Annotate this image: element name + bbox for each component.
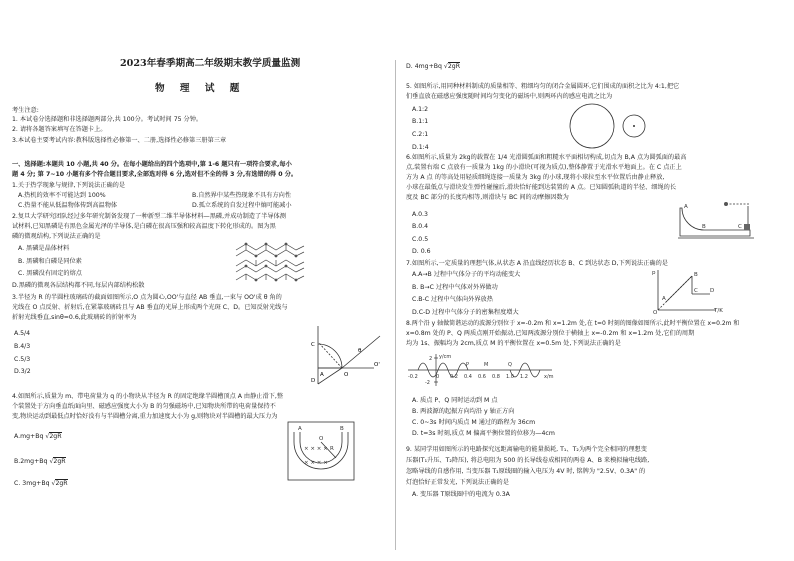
q4-option-b (14, 458, 66, 466)
q4-stem-line-2: 个装置处于方向垂直纸面向里、磁感应强度大小为 B 的匀强磁场中,已知物块所带的电荷量保持不 (12, 403, 276, 410)
fig6-label-c: C (738, 224, 742, 230)
semicircular-groove-figure (286, 420, 356, 482)
fig7-label-d: D (710, 288, 715, 294)
q9-option-a: A. 变压器 T原线圈中的电流为 0.3A (412, 491, 510, 498)
q4-option-b-prefix: B.2mg+Bq (14, 458, 48, 465)
note-3: 3.本试卷主要考试内容:教科版选择性必修第一、二册,选择性必修第三册第三章 (12, 137, 227, 144)
q6-option-a: A.0.3 (412, 211, 428, 218)
q4-option-a-prefix: A.mg+Bq (14, 433, 44, 440)
q4-option-a (14, 433, 62, 441)
q4-option-c-prefix: C. 3mg+Bq (14, 480, 50, 487)
q6-option-d: D. 0.6 (412, 248, 431, 255)
wave-graph-figure (406, 352, 556, 390)
q4-option-c-root: 2gR (55, 480, 68, 487)
q4-option-c (14, 480, 68, 488)
fig7-origin: O (653, 310, 658, 316)
q8-option-c: C. 0~3s 时间内质点 M 通过的路程为 36cm (412, 419, 536, 426)
q2-stem-line-3: 磷的微观结构,下列说法正确的是 (12, 233, 101, 240)
fig8-tick-2: 0.2 (450, 374, 458, 380)
q6-stem-line-4: 小球在最低点与滑块发生弹性碰撞后,滑块恰好能到达装置的 A 点。已知圆弧轨道的半径、细绳的长 (406, 184, 677, 191)
sqrt-icon: √ (49, 458, 54, 465)
q9-stem-line-2: 压器(T₁升压、T₂降压), 将总电阻为 500 的长导线卷成相同的两卷 A、B 来模拟输电线路, (406, 457, 650, 464)
section-intro-line-2: 题 4 分; 第 7~10 小题有多个符合题目要求,全部选对得 6 分,选对但不全的得 3 分,有选错的得 0 分。 (12, 171, 298, 178)
fig4-label-o: O (319, 436, 324, 442)
q4-stem-line-3: 变,物块运动到最低点时恰好没有与半圆槽分离,重力加速度大小为 g,则物块对半圆槽的最大压力为 (12, 413, 278, 420)
q5-stem-line-1: 5. 如图所示,用同种材料制成的质量相等、粗细均匀的闭合金属圆环,它们围成的面积之比为 4:1,把它 (406, 83, 680, 90)
q1-option-a: A.热机的效率不可能达到 100% (18, 192, 106, 199)
q8-stem-line-2: x=0.8m 处的 P、Q 两质点刚开始振动,已知两波源分别位于横轴上 x=-0.2m 和 x=1.2m 处,它们的周期 (406, 330, 695, 337)
fig8-label-q: Q (508, 362, 512, 368)
fig7-x-label: T/K (714, 308, 723, 314)
q1-option-c: C.热量不能从低温物体传到高温物体 (18, 202, 118, 209)
fig4-label-r: R (330, 446, 334, 452)
column-divider (395, 60, 396, 550)
sqrt-icon: √ (45, 433, 50, 440)
q4-option-a-root: 2gR (49, 433, 62, 440)
black-phosphorus-structure-figure (234, 240, 306, 284)
q3-option-b: B.4/3 (14, 343, 31, 350)
note-1: 1. 本试卷分选择题和非选择题两部分,共 100分。考试时间 75 分钟。 (12, 116, 203, 123)
fig8-tick-5: 0.8 (492, 374, 500, 380)
q5-stem-line-2: 们垂直放在磁感应强度随时间均匀变化的磁场中,则两环内的感应电流之比为 (406, 93, 613, 100)
q4-option-d-prefix: D. 4mg+Bq (406, 63, 442, 70)
fig3-label-theta: θ (358, 348, 362, 354)
fig8-tick-7: 1.2 (520, 374, 528, 380)
fig8-tick-6: 1.0 (506, 374, 514, 380)
q3-option-a: A.5/4 (14, 330, 31, 337)
section-intro-line-1: 一、选择题:本题共 10 小题,共 40 分。在每小题给出的四个选项中,第 1-6 题只有一项符合要求,每小 (12, 161, 292, 168)
fig3-label-d: D (311, 378, 316, 384)
q7-option-b: B. B→C 过程中气体对外界做功 (412, 284, 498, 291)
q3-option-d: D.3/2 (14, 368, 31, 375)
fig4-field-marks-2: × × × × (304, 460, 328, 466)
fig4-label-a: A (298, 426, 302, 432)
fig3-label-c: C (311, 342, 315, 348)
q7-stem: 7.如图所示,一定质量的理想气体,从状态 A 沿直线经历状态 B、C 到达状态 D,下列说法正确的是 (406, 260, 668, 267)
q6-stem-line-1: 6.如图所示,质量为 2kg的载置在 1/4 光滑圆弧面和粗糙水平面相切构成,切点为 B,A 点为圆弧面的最高 (406, 154, 687, 161)
q9-stem-line-1: 9. 某同学用如图所示的电路探究远距离输电的能量损耗, T₁、T₂为两个完全相同的理想变 (406, 446, 647, 453)
fig8-x-label: x/m (544, 374, 554, 380)
q7-option-d: D.C-D 过程中气体分子的密集程度增大 (412, 309, 519, 316)
q2-stem-line-1: 2.复旦大学研究团队经过多年研究制备发现了一种新型二维半导体材料—黑磷,并成功制造了半导体测 (12, 213, 286, 220)
semicircle-glass-figure (300, 322, 384, 388)
q5-option-a: A.1:2 (412, 106, 429, 113)
fig3-label-a: A (320, 372, 324, 378)
q1-stem: 1.关于热学现象与规律,下列说法正确的是 (12, 182, 126, 189)
notes-heading: 考生注意: (12, 107, 39, 114)
q4-option-b-root: 2gR (53, 458, 66, 465)
fig6-label-b: B (702, 224, 706, 230)
q2-option-b: B. 黑磷和白磷是同位素 (18, 258, 82, 265)
large-ring-icon (570, 104, 614, 148)
fig8-tick-3: 0.4 (464, 374, 472, 380)
q3-stem-line-2: 光线在 O 点反射、折射后,在紧靠玻璃砖且与 AB 垂直的光屏上形成两个光斑 C、D。已知反射光线与 (12, 304, 288, 311)
q6-stem-line-2: 点,装置右端 C 点放有一质量为 1kg 的小滑块(可视为质点),整体静置于光滑水平地面上。在 C 点正上 (406, 164, 682, 171)
q4-option-d (406, 63, 460, 71)
q5-option-b: B.1:1 (412, 118, 429, 125)
q1-option-b: B.自然界中某些热现象不具有方向性 (192, 192, 292, 199)
q3-option-c: C.5/3 (14, 356, 31, 363)
fig8-y-label: y/cm (439, 354, 452, 360)
fig8-label-m: M (484, 362, 489, 368)
exam-subtitle: 物 理 试 题 (155, 83, 246, 94)
q3-stem-line-3: 折射光线垂直,sinθ=0.6,此玻璃砖的折射率为 (12, 314, 137, 321)
fig7-label-a: A (662, 296, 666, 302)
q7-option-c: C.B-C 过程中气体向外界放热 (412, 296, 493, 303)
fig3-label-o-prime: O' (374, 362, 380, 368)
fig6-label-a: A (684, 204, 688, 210)
q4-stem-line-1: 4.如图所示,质量为 m、带电荷量为 q 的小物块从半径为 R 的固定绝缘半圆槽顶点 A 由静止滑下,整 (12, 393, 284, 400)
q8-option-d: D. t=3s 时刻,质点 M 偏离平衡位置的位移为—4cm (412, 430, 555, 437)
q2-option-a: A. 黑磷是晶体材料 (18, 245, 70, 252)
fig4-field-marks: × × × × (304, 446, 328, 452)
fig8-label-p: P (466, 362, 470, 368)
q1-option-d: D.孤立系统的自发过程中熵可能减小 (192, 202, 292, 209)
pt-diagram-figure (652, 266, 724, 314)
fig7-label-c: C (694, 288, 698, 294)
q6-stem-line-3: 方为 A 点 的等高处用轻质细绳连接一质量为 3kg 的小球,现将小球拉至水平位置后由静止释放, (406, 174, 665, 181)
q8-stem-line-1: 8.两个沿 y 轴做简谐运动的波源分别位于 x=-0.2m 和 x=1.2m 处,在 t=0 时刻的图像如图所示,此时平衡位置在 x=0.2m 和 (406, 320, 740, 327)
fig8-amp-top: 2 (429, 356, 433, 362)
sqrt-icon: √ (443, 63, 448, 70)
fig7-y-label: p (652, 270, 656, 276)
q6-option-c: C.0.5 (412, 236, 429, 243)
fig8-tick-0: -0.2 (408, 374, 418, 380)
q9-stem-line-3: 忽略导线的自感作用, 当变压器 T₁原线圈的输入电压为 4V 时, 铭牌为 "2.5V、0.3A" 的 (406, 468, 646, 475)
sqrt-icon: √ (51, 480, 56, 487)
q6-option-b: B.0.4 (412, 223, 429, 230)
q5-option-c: C.2:1 (412, 131, 429, 138)
q9-stem-line-4: 灯泡恰好正常发光, 下列说法正确的是 (406, 479, 509, 486)
fig8-tick-4: 0.6 (478, 374, 486, 380)
two-rings-figure (568, 102, 648, 152)
q2-option-d: D.黑磷的微观各层结构都不同,每层内部结构松散 (12, 282, 145, 289)
q5-option-d: D.1:4 (412, 144, 429, 151)
q8-option-b: B. 两波源的起振方向均沿 y 轴正方向 (412, 408, 515, 415)
q8-stem-line-3: 均为 1s、振幅均为 2cm,质点 M 的平衡位置在 x=0.5m 处,下列说法正确的是 (406, 340, 621, 347)
q2-stem-line-2: 试材料,已知黑磷是有黑色金属光泽的半导体,是白磷在很高压强和较高温度下转化形成的。图为黑 (12, 223, 276, 230)
fig8-amp-bottom: -2 (425, 380, 430, 386)
fig8-tick-1: 0 (436, 374, 440, 380)
fig3-label-o: O (344, 372, 349, 378)
exam-title: 2023年春季期高二年级期末教学质量监测 (120, 58, 301, 69)
q6-stem-line-5: 度及 BC 部分的长度均相等,则滑块与 BC 间的动摩擦因数为 (406, 194, 569, 201)
q8-option-a: A. 质点 P、Q 同时运动到 M 点 (412, 397, 498, 404)
q7-option-a: A.A→B 过程中气体分子的平均动能变大 (412, 271, 521, 278)
q3-stem-line-1: 3.半径为 R 的半圆柱玻璃砖的截面如图所示,O 点为圆心,OO'与直径 AB 垂直,一束与 OO'成 θ 角的 (12, 294, 282, 301)
fig7-label-b: B (694, 272, 698, 278)
fig4-label-b: B (340, 426, 344, 432)
q2-option-c: C. 黑磷没有固定的熔点 (18, 270, 82, 277)
q4-option-d-root: 2gR (447, 63, 461, 70)
note-2: 2. 请将各题答案填写在答题卡上。 (12, 126, 107, 133)
arc-track-figure (676, 200, 756, 244)
